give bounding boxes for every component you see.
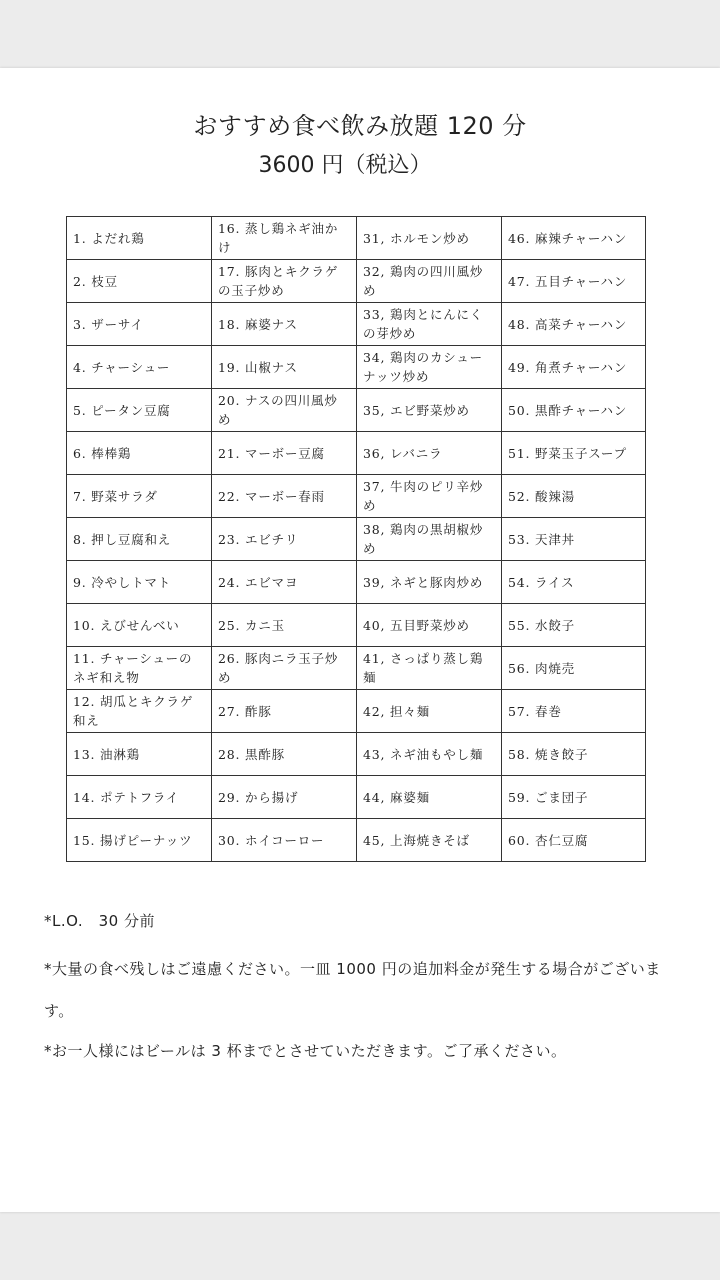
menu-row <box>67 819 646 862</box>
menu-item: 25. カニ玉 <box>212 604 357 647</box>
menu-item: 24. エビマヨ <box>212 561 357 604</box>
menu-item: 28. 黒酢豚 <box>212 733 357 776</box>
menu-item: 39, ネギと豚肉炒め <box>357 561 502 604</box>
menu-item: 23. エビチリ <box>212 518 357 561</box>
menu-item: 52. 酸辣湯 <box>502 475 646 518</box>
menu-item: 34, 鶏肉のカシューナッツ炒め <box>357 346 502 389</box>
menu-item: 50. 黒酢チャーハン <box>502 389 646 432</box>
menu-item: 16. 蒸し鶏ネギ油かけ <box>212 217 357 260</box>
leftover-note: *大量の食べ残しはご遠慮ください。一皿 1000 円の追加料金が発生する場合がございます。 <box>44 960 661 1020</box>
menu-row <box>67 561 646 604</box>
price-label: 3600 円（税込） <box>258 153 432 178</box>
menu-row <box>67 776 646 819</box>
menu-item: 54. ライス <box>502 561 646 604</box>
menu-item: 22. マーボー春雨 <box>212 475 357 518</box>
menu-item: 55. 水餃子 <box>502 604 646 647</box>
menu-item: 43, ネギ油もやし麺 <box>357 733 502 776</box>
menu-item: 15. 揚げピーナッツ <box>67 819 212 862</box>
menu-item: 3. ザーサイ <box>67 303 212 346</box>
menu-item: 11. チャーシューのネギ和え物 <box>67 647 212 690</box>
menu-item: 38, 鶏肉の黒胡椒炒め <box>357 518 502 561</box>
menu-item: 13. 油淋鶏 <box>67 733 212 776</box>
menu-row <box>67 260 646 303</box>
menu-item: 12. 胡瓜とキクラゲ和え <box>67 690 212 733</box>
menu-item: 5. ピータン豆腐 <box>67 389 212 432</box>
menu-item: 27. 酢豚 <box>212 690 357 733</box>
menu-item: 9. 冷やしトマト <box>67 561 212 604</box>
menu-item: 37, 牛肉のピリ辛炒め <box>357 475 502 518</box>
menu-item: 48. 高菜チャーハン <box>502 303 646 346</box>
menu-item: 7. 野菜サラダ <box>67 475 212 518</box>
menu-item: 59. ごま団子 <box>502 776 646 819</box>
menu-item: 1. よだれ鶏 <box>67 217 212 260</box>
menu-item: 60. 杏仁豆腐 <box>502 819 646 862</box>
menu-item: 18. 麻婆ナス <box>212 303 357 346</box>
menu-item: 8. 押し豆腐和え <box>67 518 212 561</box>
menu-item: 44, 麻婆麺 <box>357 776 502 819</box>
beer-limit-note: *お一人様にはビールは 3 杯までとさせていただきます。ご了承ください。 <box>44 1042 567 1060</box>
menu-item: 45, 上海焼きそば <box>357 819 502 862</box>
menu-item: 10. えびせんべい <box>67 604 212 647</box>
menu-row <box>67 690 646 733</box>
menu-item: 47. 五目チャーハン <box>502 260 646 303</box>
menu-item: 51. 野菜玉子スープ <box>502 432 646 475</box>
menu-item: 21. マーボー豆腐 <box>212 432 357 475</box>
menu-item: 40, 五目野菜炒め <box>357 604 502 647</box>
menu-item: 41, さっぱり蒸し鶏麺 <box>357 647 502 690</box>
menu-item: 32, 鶏肉の四川風炒め <box>357 260 502 303</box>
menu-row <box>67 389 646 432</box>
top-band <box>0 0 720 66</box>
menu-row <box>67 604 646 647</box>
menu-item: 33, 鶏肉とにんにくの芽炒め <box>357 303 502 346</box>
menu-row <box>67 475 646 518</box>
menu-item: 20. ナスの四川風炒め <box>212 389 357 432</box>
menu-item: 2. 枝豆 <box>67 260 212 303</box>
menu-item: 4. チャーシュー <box>67 346 212 389</box>
menu-item: 30. ホイコーロー <box>212 819 357 862</box>
menu-row <box>67 733 646 776</box>
menu-row <box>67 432 646 475</box>
last-order-note: *L.O. 30 分前 <box>44 912 155 930</box>
menu-item: 57. 春巻 <box>502 690 646 733</box>
menu-item: 6. 棒棒鶏 <box>67 432 212 475</box>
menu-row <box>67 518 646 561</box>
menu-item: 56. 肉焼売 <box>502 647 646 690</box>
menu-row <box>67 217 646 260</box>
menu-table <box>66 216 646 862</box>
menu-item: 53. 天津丼 <box>502 518 646 561</box>
menu-item: 31, ホルモン炒め <box>357 217 502 260</box>
menu-row <box>67 346 646 389</box>
menu-item: 35, エビ野菜炒め <box>357 389 502 432</box>
menu-item: 46. 麻辣チャーハン <box>502 217 646 260</box>
menu-table-body <box>67 217 646 862</box>
document-title: おすすめ食べ飲み放題 120 分 <box>193 112 527 140</box>
menu-item: 17. 豚肉とキクラゲの玉子炒め <box>212 260 357 303</box>
menu-item: 14. ポテトフライ <box>67 776 212 819</box>
menu-item: 19. 山椒ナス <box>212 346 357 389</box>
menu-item: 26. 豚肉ニラ玉子炒め <box>212 647 357 690</box>
menu-item: 58. 焼き餃子 <box>502 733 646 776</box>
menu-row <box>67 647 646 690</box>
menu-item: 49. 角煮チャーハン <box>502 346 646 389</box>
menu-row <box>67 303 646 346</box>
menu-item: 42, 担々麺 <box>357 690 502 733</box>
menu-item: 36, レバニラ <box>357 432 502 475</box>
menu-item: 29. から揚げ <box>212 776 357 819</box>
